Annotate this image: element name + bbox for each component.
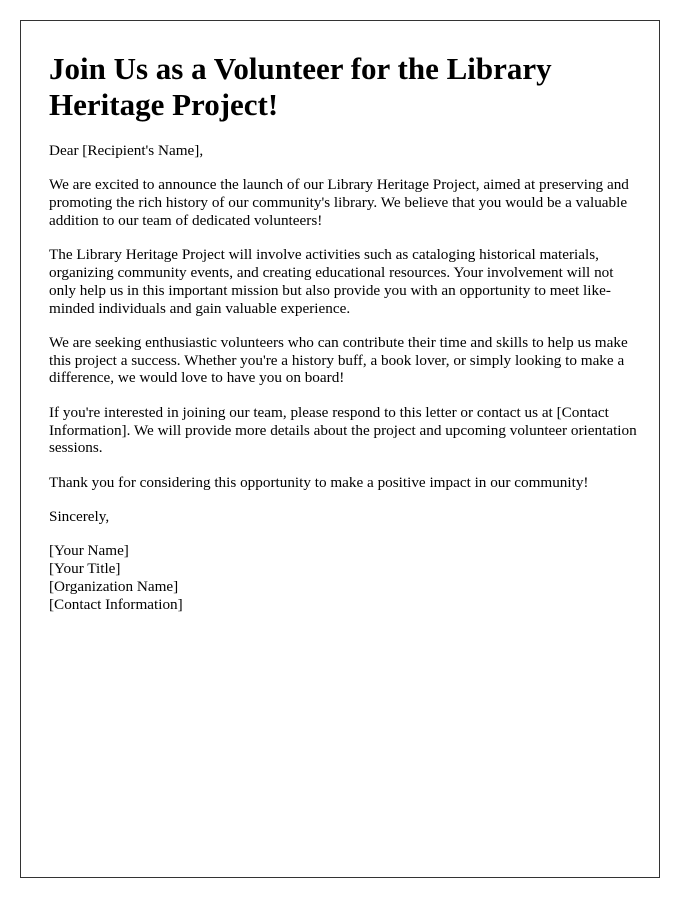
signature-block	[49, 542, 639, 613]
signature-contact: [Contact Information]	[49, 595, 183, 613]
paragraph-activities: The Library Heritage Project will involve activities such as cataloging historical materials, organizing community events, and creating educational resources. Your involvement will not only help us in this important mission but also provide you with an opportunity to meet like-minded individuals and gain valuable experience.	[49, 246, 614, 317]
salutation: Dear [Recipient's Name],	[49, 142, 204, 159]
signature-organization: [Organization Name]	[49, 577, 179, 595]
closing: Sincerely,	[49, 507, 110, 525]
letter-title: Join Us as a Volunteer for the Library Heritage Project!	[49, 51, 552, 122]
paragraph-thanks: Thank you for considering this opportunity to make a positive impact in our community!	[49, 473, 589, 491]
paragraph-seeking: We are seeking enthusiastic volunteers who can contribute their time and skills to help us make this project a success. Whether you're a history buff, a book lover, or simply looking to make a difference, we would love to have you on board!	[49, 333, 628, 387]
letter-content	[49, 51, 639, 613]
signature-name: [Your Name]	[49, 542, 129, 560]
paragraph-intro: We are excited to announce the launch of our Library Heritage Project, aimed at preserving and promoting the rich history of our community's library. We believe that you would be a valuable addition to our team of dedicated volunteers!	[49, 176, 629, 229]
signature-title: [Your Title]	[49, 560, 121, 578]
paragraph-contact: If you're interested in joining our team, please respond to this letter or contact us at [Contact Information]. We will provide more details about the project and upcoming volunteer orientation sessions.	[49, 403, 637, 457]
letter-page	[20, 20, 660, 878]
